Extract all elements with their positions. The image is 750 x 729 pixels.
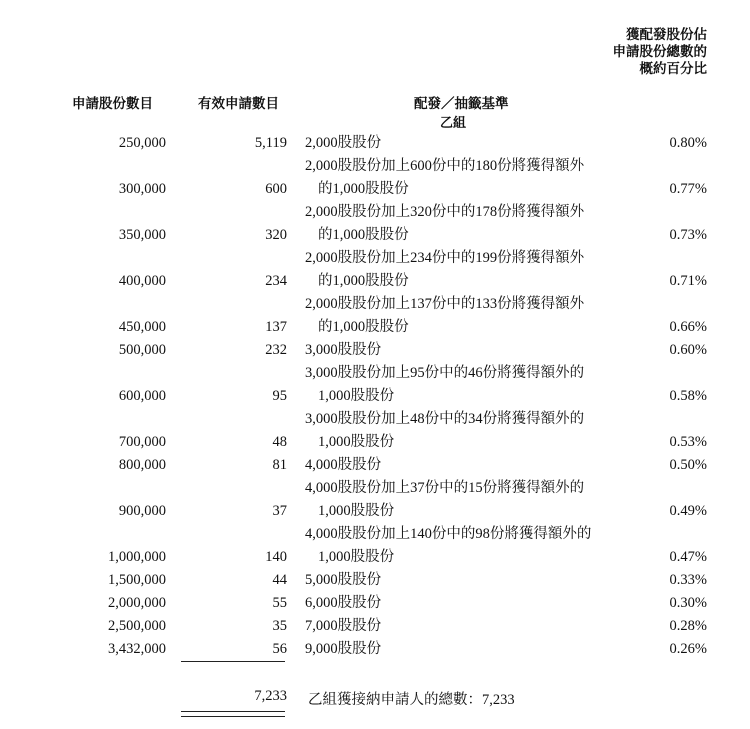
valid-applications-cell: 35 [272,618,287,634]
percentage-cell: 0.53% [669,434,707,450]
valid-applications-cell: 81 [272,457,287,473]
allotment-basis-line: 6,000股股份 [305,595,382,611]
allotment-basis-line: 2,000股股份加上600份中的180份將獲得額外 [305,158,585,174]
allotment-basis-line: 的1,000股股份 [318,319,409,335]
valid-applications-cell: 140 [265,549,287,565]
applied-shares-cell: 2,500,000 [108,618,166,634]
allotment-basis-line: 4,000股股份加上140份中的98份將獲得額外的 [305,526,592,542]
header-valid-applications: 有效申請數目 [198,96,279,112]
valid-applications-cell: 48 [272,434,287,450]
percentage-cell: 0.58% [669,388,707,404]
allotment-basis-cell [305,155,625,201]
applied-shares-cell: 450,000 [118,319,166,335]
applied-shares-cell: 800,000 [118,457,166,473]
table-row [0,638,750,661]
table-row [0,408,750,454]
allotment-basis-cell [305,454,625,477]
allotment-basis-line: 2,000股股份加上234份中的199份將獲得額外 [305,250,585,266]
applied-shares-cell: 350,000 [118,227,166,243]
allotment-basis-cell [305,293,625,339]
applied-shares-cell: 900,000 [118,503,166,519]
applied-shares-cell: 600,000 [118,388,166,404]
table-row [0,362,750,408]
allotment-basis-line: 4,000股股份加上37份中的15份將獲得額外的 [305,480,585,496]
allotment-basis-cell [305,615,625,638]
valid-applications-cell: 600 [265,181,287,197]
header-allotment-basis: 配發／抽籤基準 [414,96,509,112]
allotment-basis-line: 3,000股股份加上95份中的46份將獲得額外的 [305,365,585,381]
allotment-basis-cell [305,408,625,454]
percentage-cell: 0.26% [669,641,707,657]
table-row [0,569,750,592]
valid-applications-cell: 232 [265,342,287,358]
percentage-cell: 0.71% [669,273,707,289]
table-row [0,592,750,615]
allotment-basis-cell [305,247,625,293]
applied-shares-cell: 700,000 [118,434,166,450]
valid-applications-cell: 320 [265,227,287,243]
header-percentage-line1: 獲配發股份佔 [626,27,707,43]
valid-applications-cell: 55 [272,595,287,611]
table-row [0,201,750,247]
allotment-basis-cell [305,592,625,615]
table-row [0,155,750,201]
percentage-cell: 0.80% [669,135,707,151]
valid-applications-cell: 37 [272,503,287,519]
applied-shares-cell: 1,000,000 [108,549,166,565]
valid-applications-cell: 56 [272,641,287,657]
percentage-cell: 0.30% [669,595,707,611]
allotment-basis-line: 2,000股股份加上320份中的178份將獲得額外 [305,204,585,220]
allotment-basis-cell [305,362,625,408]
applied-shares-cell: 2,000,000 [108,595,166,611]
allotment-basis-cell [305,638,625,661]
percentage-cell: 0.47% [669,549,707,565]
table-row [0,247,750,293]
percentage-cell: 0.50% [669,457,707,473]
applied-shares-cell: 250,000 [118,135,166,151]
table-row [0,339,750,362]
allotment-basis-line: 4,000股股份 [305,457,382,473]
percentage-cell: 0.66% [669,319,707,335]
total-text: 乙組獲接納申請人的總數：7,233 [308,692,515,708]
applied-shares-cell: 300,000 [118,181,166,197]
applied-shares-cell: 400,000 [118,273,166,289]
header-percentage-line3: 概約百分比 [639,61,707,77]
applied-shares-cell: 1,500,000 [108,572,166,588]
table-row [0,454,750,477]
allotment-basis-cell [305,339,625,362]
allotment-basis-cell [305,201,625,247]
allotment-basis-line: 1,000股股份 [318,503,395,519]
percentage-cell: 0.28% [669,618,707,634]
subtotal-rule [181,661,285,662]
percentage-cell: 0.60% [669,342,707,358]
percentage-cell: 0.77% [669,181,707,197]
allotment-basis-cell [305,132,625,155]
percentage-cell: 0.73% [669,227,707,243]
allotment-basis-line: 1,000股股份 [318,388,395,404]
total-double-rule [181,711,285,717]
allotment-basis-line: 的1,000股股份 [318,181,409,197]
header-percentage-line2: 申請股份總數的 [612,44,707,60]
applied-shares-cell: 500,000 [118,342,166,358]
allotment-basis-line: 的1,000股股份 [318,273,409,289]
percentage-cell: 0.49% [669,503,707,519]
allotment-basis-line: 3,000股股份 [305,342,382,358]
allotment-basis-line: 2,000股股份加上137份中的133份將獲得額外 [305,296,585,312]
header-applied-shares: 申請股份數目 [72,96,153,112]
valid-applications-cell: 137 [265,319,287,335]
table-row [0,523,750,569]
valid-applications-cell: 95 [272,388,287,404]
allotment-basis-line: 9,000股股份 [305,641,382,657]
table-row [0,293,750,339]
table-row [0,132,750,155]
allotment-basis-line: 3,000股股份加上48份中的34份將獲得額外的 [305,411,585,427]
allotment-basis-line: 1,000股股份 [318,434,395,450]
valid-applications-cell: 44 [272,572,287,588]
percentage-cell: 0.33% [669,572,707,588]
table-row [0,615,750,638]
table-row [0,477,750,523]
allotment-basis-cell [305,477,625,523]
allotment-basis-line: 的1,000股股份 [318,227,409,243]
allotment-basis-cell [305,569,625,592]
header-approx-percentage [613,27,708,78]
allotment-basis-line: 1,000股股份 [318,549,395,565]
applied-shares-cell: 3,432,000 [108,641,166,657]
allotment-basis-line: 7,000股股份 [305,618,382,634]
valid-applications-cell: 5,119 [254,135,287,151]
group-title: 乙組 [440,116,467,131]
allotment-basis-cell [305,523,625,569]
valid-applications-cell: 234 [265,273,287,289]
allotment-basis-line: 2,000股股份 [305,135,382,151]
total-value: 7,233 [254,688,287,704]
allotment-basis-line: 5,000股股份 [305,572,382,588]
